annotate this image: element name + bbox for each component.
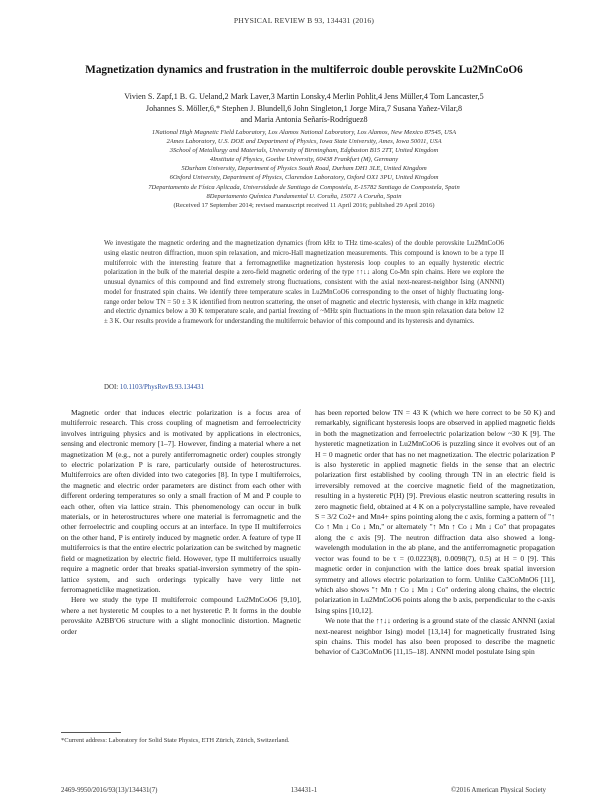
author-line: Johannes S. Möller,6,* Stephen J. Blundell,6 John Singleton,1 Jorge Mira,7 Susana Yañez-Vilar,8 — [145, 103, 463, 113]
footer-copyright: ©2016 American Physical Society — [451, 787, 546, 794]
footnote: *Current address: Laboratory for Solid State Physics, ETH Zürich, Zürich, Switzerland. — [61, 737, 290, 744]
author-line: Vivien S. Zapf,1 B. G. Ueland,2 Mark Laver,3 Martin Lonsky,4 Merlin Pohlit,4 Jens Müller,4 Tom Lancaster,5 — [124, 92, 484, 101]
footnote-divider — [61, 732, 121, 733]
affiliation-list — [40, 128, 568, 210]
left-column — [61, 408, 301, 637]
footer-page-number: 134431-1 — [290, 787, 318, 794]
doi-line — [104, 384, 204, 391]
abstract: We investigate the magnetic ordering and the magnetization dynamics (from kHz to THz time-scales) of the double perovskite Lu2MnCoO6 using elastic neutron diffraction, muon spin relaxation, and micro-Hall magnetization measurements. This compound is known to be a type II multiferroic with the interesting feature that a ferromagnetlike magnetization hysteresis loop couples to an equally hysteretic electric polarization in the bulk of the material despite a zero-field magnetic ordering of the type ↑↑↓↓ along Co-Mn spin chains. Here we explore the unusual dynamics of this compound and find extremely strong fluctuations, consistent with the axial next-nearest-neighbor Ising (ANNNI) model for frustrated spin chains. We identify three temperature scales in Lu2MnCoO6 corresponding to the onset of highly fluctuating long-range order below TN = 50 ± 3 K identified from neutron scattering, the onset of magnetic and electric hysteresis, with change in kHz magnetic and electric dynamics below a 30 K temperature scale, and partial freezing of ~MHz spin fluctuations in the muon spin relaxation data below 12 ± 3 K. Our results provide a framework for understanding the multiferroic behavior of this compound and its hysteresis and dynamics. — [104, 240, 504, 325]
footer-issn: 2469-9950/2016/93(13)/134431(7) — [61, 787, 158, 794]
affiliation: 1National High Magnetic Field Laboratory, Los Alamos National Laboratory, Los Alamos, New Mexico 87545, USA — [151, 129, 457, 136]
body-paragraph: has been reported below TN = 43 K (which we here correct to be 50 K) and remarkably, significant hysteresis loops are observed in applied magnetic fields in both the magnetization and ferroelectric polarization below ~30 K [9]. The hysteretic magnetization in Lu2MnCoO6 is puzzling since it evolves out of an H = 0 magnetic order that has no net magnetization. The electric polarization P is also hysteretic in applied magnetic fields in the sense that an electric polarization first established by cooling through TN in an electric field is irreversibly removed at the coercive magnetic field of the magnetization, resulting in a hysteretic P(H) [9]. Previous elastic neutron scattering results in zero magnetic field, obtained at 4 K on a polycrystalline sample, have revealed S = 3/2 Co2+ and Mn4+ spins pointing along the c axis, forming a pattern of "↑ Co ↑ Mn ↓ Co ↓ Mn," or alternately "↑ Mn ↑ Co ↓ Mn ↓ Co" that propagates along the c axis [9]. The neutron diffraction data also showed a long-wavelength modulation in the ab plane, and the antiferromagnetic propagation vector was found to be τ = (0.0223(8), 0.0098(7), 0.5) at H = 0 [9]. This magnetic order in conjunction with the lattice does break spatial inversion symmetry and allows electric polarization to form. Unlike Ca3CoMnO6 [11], which also shows "↑ Mn ↑ Co ↓ Mn ↓ Co" ordering along chains, the electric polarization in Lu2MnCoO6 points along the b axis, perpendicular to the c-axis Ising spins [10,12]. — [315, 408, 555, 615]
affiliation: 7Departamento de Física Aplicada, Universidade de Santiago de Compostela, E-15782 Santiago de Compostela, Spain — [148, 183, 460, 191]
author-line: and Maria Antonia Señarís-Rodríguez8 — [240, 115, 368, 125]
doi-label: DOI: — [104, 384, 119, 391]
journal-header: PHYSICAL REVIEW B 93, 134431 (2016) — [233, 16, 375, 25]
body-paragraph: Magnetic order that induces electric polarization is a focus area of multiferroic research. This cross coupling of magnetism and ferroelectricity involves intriguing physics and is motivated by applications in electronics, sensing and electronic memory [1–7]. However, finding a material where a net magnetization M (e.g., not a purely antiferromagnetic order) couples strongly to electric polarization P is rare, particularly outside of heterostructures. Multiferroics are often divided into two categories [8]. In type I multiferroics, the magnetic and electric order parameters are distinct from each other with different ordering temperatures so only a small fraction of M and P couple to each other, often via lattice strain. This phenomenology can occur in bulk materials, or in heterostructures where one material is ferromagnetic and the other ferroelectric and coupling occurs at an interface. In type II multiferroics on the other hand, P is entirely induced by magnetic order. A feature of type II multiferroics is that the entire electric polarization can be switched by magnetic field or magnetization by electric field. However, type II multiferroics usually require a magnetic order that breaks spatial-inversion symmetry of the spin-lattice system, and such orderings typically have very little net ferromagneticlike magnetization. — [61, 408, 301, 594]
affiliation: 4Institute of Physics, Goethe University, 60438 Frankfurt (M), Germany — [209, 156, 399, 164]
body-paragraph: Here we study the type II multiferroic compound Lu2MnCoO6 [9,10], where a net hysteretic M couples to a net hysteretic P. It forms in the double perovskite A2BB′O6 structure with a slight monoclinic distortion. Magnetic order — [61, 595, 301, 636]
paper-title: Magnetization dynamics and frustration in the multiferroic double perovskite Lu2MnCoO6 — [85, 64, 523, 76]
body-paragraph: We note that the ↑↑↓↓ ordering is a ground state of the classic ANNNI (axial next-nearest neighbor Ising) model [13,14] for magnetically frustrated Ising spin chains. This model has also been proposed to describe the magnetic behavior of Ca3CoMnO6 [11,15–18]. ANNNI model postulate Ising spin — [315, 616, 555, 657]
affiliation: 3School of Metallurgy and Materials, University of Birmingham, Edgbaston B15 2TT, United Kingdom — [169, 147, 439, 155]
received-dates: (Received 17 September 2014; revised manuscript received 11 April 2016; published 29 April 2016) — [173, 201, 435, 209]
right-column — [315, 408, 555, 658]
affiliation: 6Oxford University, Department of Physics, Clarendon Laboratory, Oxford OX1 3PU, United Kingdom — [169, 174, 439, 182]
doi-link[interactable]: 10.1103/PhysRevB.93.134431 — [119, 384, 205, 391]
author-list — [40, 91, 568, 126]
affiliation: 5Durham University, Department of Physics South Road, Durham DH1 3LE, United Kingdom — [181, 165, 427, 173]
affiliation: 8Departamento Química Fundamental U. Coruña, 15071 A Coruña, Spain — [206, 192, 402, 200]
affiliation: 2Ames Laboratory, U.S. DOE and Department of Physics, Iowa State University, Ames, Iowa 50011, USA — [166, 138, 442, 146]
